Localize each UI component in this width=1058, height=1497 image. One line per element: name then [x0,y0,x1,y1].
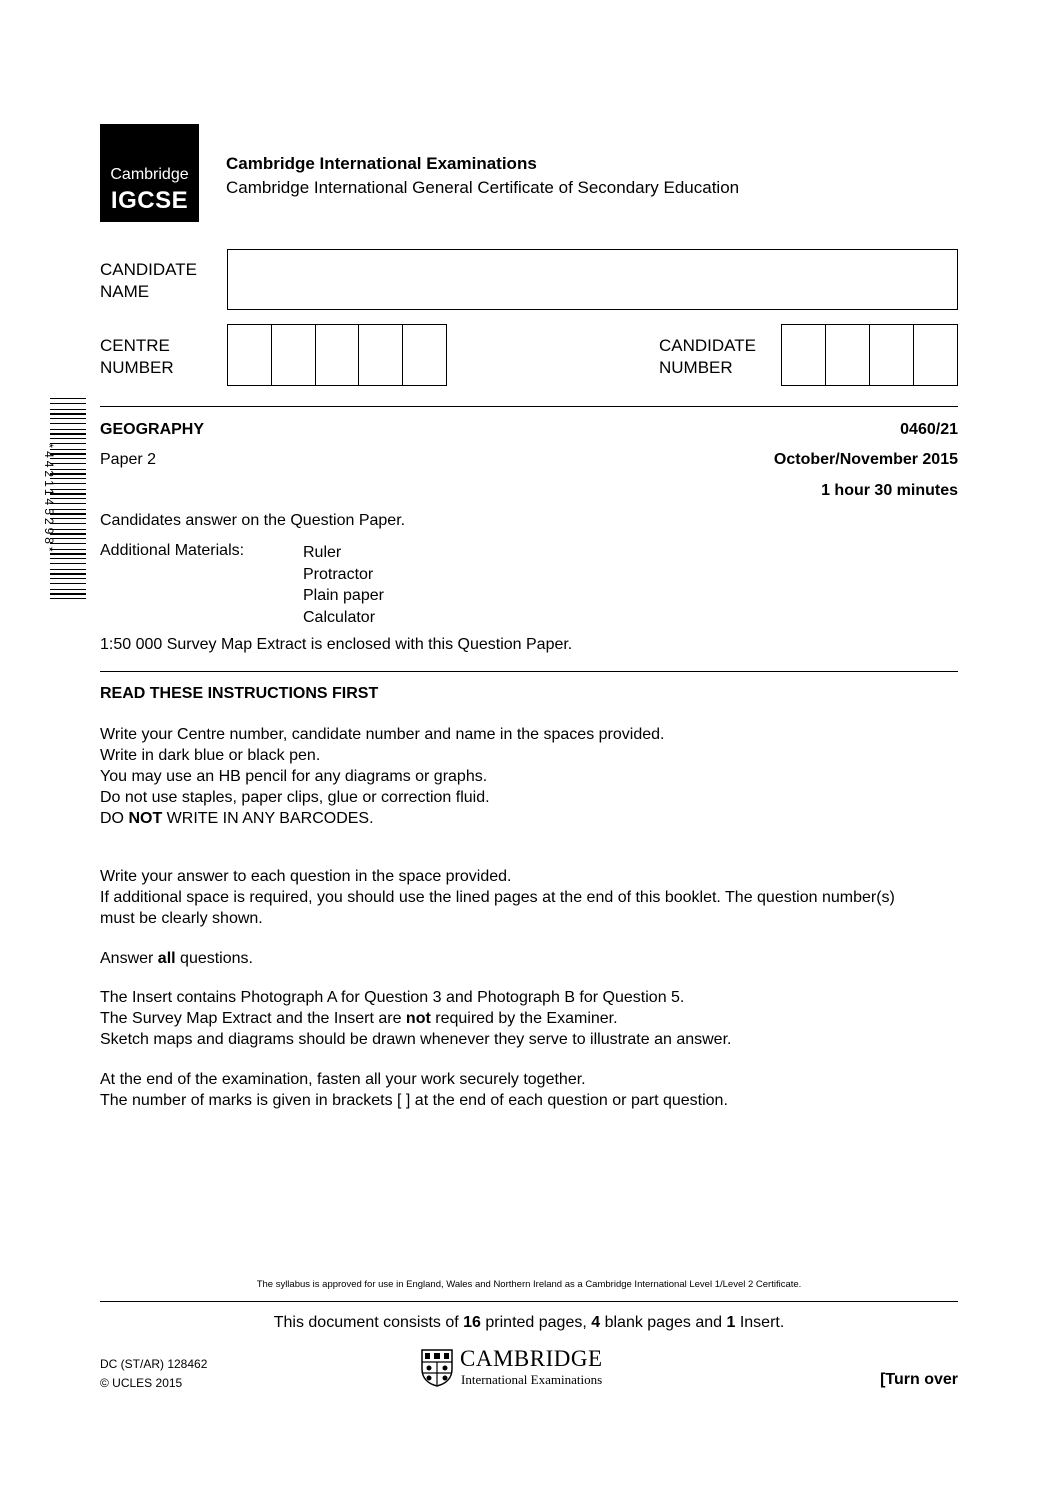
cambridge-wordmark: CAMBRIDGE [460,1346,603,1371]
material-item: Plain paper [303,587,384,604]
candidate-number-boxes[interactable] [781,324,958,386]
paper-code: 0460/21 [900,421,958,438]
instruction-line: At the end of the examination, fasten all your work securely together. [100,1071,586,1088]
page-count: This document consists of 16 printed pages, 4 blank pages and 1 Insert. [273,1314,785,1331]
material-item: Calculator [303,608,376,626]
instruction-line: Write your Centre number, candidate number and name in the spaces provided. [100,726,665,743]
barcode-text: *4421145298* [42,443,56,555]
materials-label: Additional Materials: [100,542,245,559]
paper-number: Paper 2 [100,451,157,468]
candidate-number-cell[interactable] [825,325,869,385]
answer-on: Candidates answer on the Question Paper. [100,512,406,529]
materials-list [303,542,384,628]
centre-number-label: CENTRE NUMBER [100,336,174,377]
doc-reference: DC (ST/AR) 128462 © UCLES 2015 [100,1357,208,1390]
syllabus-note: The syllabus is approved for use in England, Wales and Northern Ireland as a Cambridge International Level 1/Level 2 Certificate. [256,1279,802,1290]
centre-number-cell[interactable] [315,325,359,385]
cambridge-crest-icon [421,1349,453,1387]
material-item: Protractor [303,565,374,583]
candidate-name-label: CANDIDATE NAME [100,260,197,301]
instruction-line: Sketch maps and diagrams should be drawn whenever they serve to illustrate an answer. [100,1031,732,1048]
instructions-block-3 [100,987,970,1050]
divider [100,671,958,672]
instruction-line: You may use an HB pencil for any diagrams or graphs. [100,768,488,785]
instructions-heading: READ THESE INSTRUCTIONS FIRST [100,685,379,702]
instruction-line: Write your answer to each question in the space provided. [100,868,512,885]
instruction-line: Do not use staples, paper clips, glue or correction fluid. [100,789,490,806]
candidate-number-label: CANDIDATE NUMBER [659,336,756,377]
subject: GEOGRAPHY [100,421,205,438]
centre-number-cell[interactable] [358,325,402,385]
candidate-number-cell[interactable] [782,325,825,385]
instructions-block-4 [100,1069,970,1111]
instruction-line: The Insert contains Photograph A for Question 3 and Photograph B for Question 5. [100,989,685,1006]
instructions-block-1 [100,724,970,829]
session: October/November 2015 [773,451,958,468]
candidate-number-cell[interactable] [913,325,957,385]
logo-line2: IGCSE [110,187,189,214]
candidate-number-cell[interactable] [869,325,913,385]
instruction-line: Write in dark blue or black pen. [100,747,321,764]
instruction-line: must be clearly shown. [100,910,263,927]
material-item: Ruler [303,544,342,561]
cambridge-subtitle: International Examinations [461,1372,603,1387]
instruction-line: The number of marks is given in brackets [ ] at the end of each question or part question. [100,1092,728,1109]
answer-all: Answer all questions. [100,950,253,967]
divider [100,406,958,407]
certificate-name: Cambridge International General Certificate of Secondary Education [226,178,740,197]
instructions-block-2 [100,866,970,929]
instruction-line: If additional space is required, you should use the lined pages at the end of this booklet. The question number(s) [100,889,895,906]
candidate-name-box[interactable] [227,249,958,310]
divider [100,1301,958,1302]
org-name: Cambridge International Examinations [226,154,537,173]
map-note: 1:50 000 Survey Map Extract is enclosed with this Question Paper. [100,636,573,653]
logo-line1: Cambridge [110,166,189,183]
centre-number-boxes[interactable] [227,324,447,386]
turn-over: [Turn over [880,1371,958,1388]
instruction-line: DO NOT WRITE IN ANY BARCODES. [100,810,374,827]
duration: 1 hour 30 minutes [821,482,958,499]
centre-number-cell[interactable] [271,325,315,385]
barcode [36,398,86,600]
centre-number-cell[interactable] [228,325,271,385]
igcse-logo [100,124,199,222]
instruction-line: The Survey Map Extract and the Insert are not required by the Examiner. [100,1010,618,1027]
centre-number-cell[interactable] [402,325,446,385]
